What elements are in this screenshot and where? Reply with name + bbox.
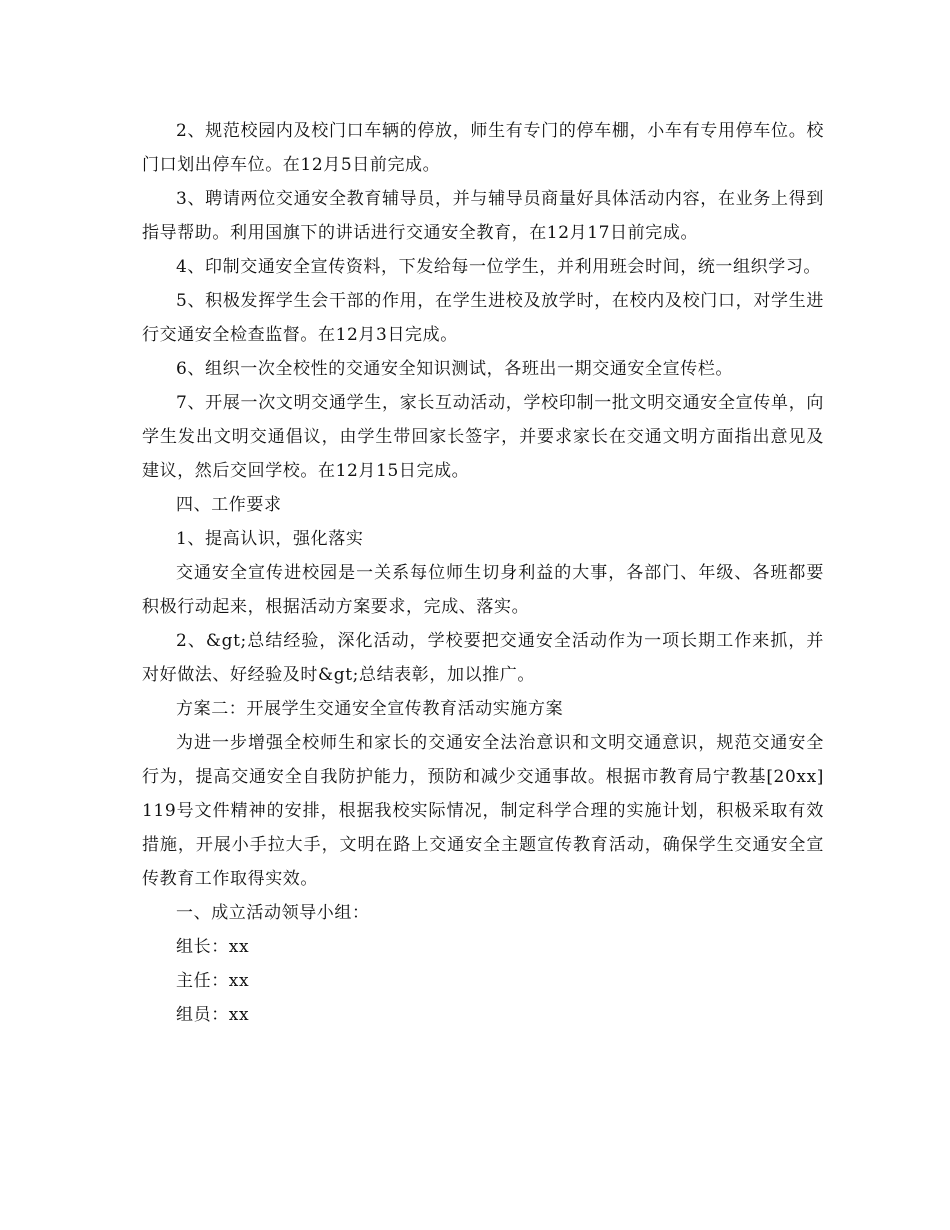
paragraph-summarize-experience: 2、&gt;总结经验，深化活动，学校要把交通安全活动作为一项长期工作来抓，并对好做法、好经验及时&gt;总结表彰，加以推广。 — [142, 631, 824, 685]
paragraph-item-2: 2、规范校园内及校门口车辆的停放，师生有专门的停车棚，小车有专用停车位。校门口划出停车位。在12月5日前完成。 — [142, 121, 824, 175]
paragraph-item-3: 3、聘请两位交通安全教育辅导员，并与辅导员商量好具体活动内容，在业务上得到指导帮助。利用国旗下的讲话进行交通安全教育，在12月17日前完成。 — [142, 189, 824, 243]
leader-line: 组长：xx — [176, 937, 250, 957]
paragraph-campus-safety: 交通安全宣传进校园是一关系每位师生切身利益的大事，各部门、年级、各班都要积极行动起来，根据活动方案要求，完成、落实。 — [142, 563, 824, 617]
section-heading-leadership-group: 一、成立活动领导小组： — [176, 903, 370, 923]
plan-two-title: 方案二：开展学生交通安全宣传教育活动实施方案 — [176, 699, 564, 719]
director-line: 主任：xx — [176, 971, 250, 991]
paragraph-plan-intro: 为进一步增强全校师生和家长的交通安全法治意识和文明交通意识，规范交通安全行为，提高交通安全自我防护能力，预防和减少交通事故。根据市教育局宁教基[20xx]119号文件精神的安排，根据我校实际情况，制定科学合理的实施计划，积极采取有效措施，开展小手拉大手，文明在路上交通安全主题宣传教育活动，确保学生交通安全宣传教育工作取得实效。 — [142, 733, 824, 889]
section-heading-work-requirements: 四、工作要求 — [176, 495, 282, 515]
paragraph-item-7: 7、开展一次文明交通学生，家长互动活动，学校印制一批文明交通安全宣传单，向学生发出文明交通倡议，由学生带回家长签字，并要求家长在交通文明方面指出意见及建议，然后交回学校。在12月15日完成。 — [142, 393, 824, 481]
members-line: 组员：xx — [176, 1005, 250, 1025]
subheading-raise-awareness: 1、提高认识，强化落实 — [176, 529, 364, 549]
paragraph-item-4: 4、印制交通安全宣传资料，下发给每一位学生，并利用班会时间，统一组织学习。 — [176, 257, 822, 277]
document-body — [142, 114, 824, 1032]
paragraph-item-6: 6、组织一次全校性的交通安全知识测试，各班出一期交通安全宣传栏。 — [176, 359, 734, 379]
paragraph-item-5: 5、积极发挥学生会干部的作用，在学生进校及放学时，在校内及校门口，对学生进行交通安全检查监督。在12月3日完成。 — [142, 291, 824, 345]
